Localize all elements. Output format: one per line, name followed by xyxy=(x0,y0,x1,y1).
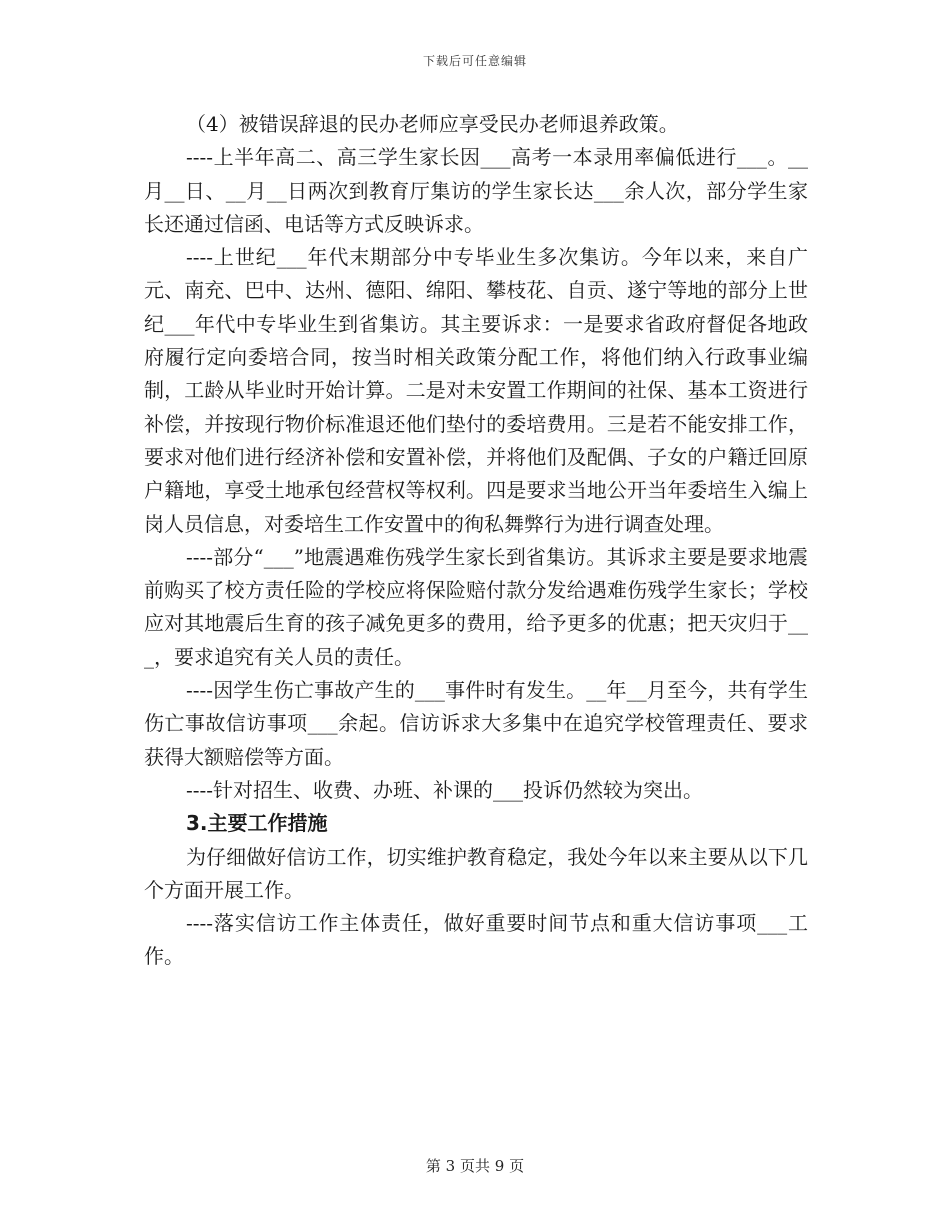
paragraph-vocational-graduates: ----上世纪___年代末期部分中专毕业生多次集访。今年以来，来自广元、南充、巴中、达州、德阳、绵阳、攀枝花、自贡、遂宁等地的部分上世纪___年代中专毕业生到省集访。其主要诉求：一是要求省政府督促各地政府履行定向委培合同，按当时相关政策分配工作，将他们纳入行政事业编制，工龄从毕业时开始计算。二是对未安置工作期间的社保、基本工资进行补偿，并按现行物价标准退还他们垫付的委培费用。三是若不能安排工作，要求对他们进行经济补偿和安置补偿，并将他们及配偶、子女的户籍迁回原户籍地，享受土地承包经营权等权利。四是要求当地公开当年委培生入编上岗人员信息，对委培生工作安置中的徇私舞弊行为进行调查处理。 xyxy=(144,245,808,536)
document-body xyxy=(144,108,808,974)
paragraph-earthquake-parents: ----部分“___”地震遇难伤残学生家长到省集访。其诉求主要是要求地震前购买了校方责任险的学校应将保险赔付款分发给遇难伤残学生家长；学校应对其地震后生育的孩子减免更多的费用，给予更多的优惠；把天灾归于___，要求追究有关人员的责任。 xyxy=(144,544,808,669)
paragraph-student-accidents: ----因学生伤亡事故产生的___事件时有发生。__年__月至今，共有学生伤亡事故信访事项___余起。信访诉求大多集中在追究学校管理责任、要求获得大额赔偿等方面。 xyxy=(144,678,808,769)
page-header: 下载后可任意编辑 xyxy=(422,54,527,68)
paragraph-enrollment-complaints: ----针对招生、收费、办班、补课的___投诉仍然较为突出。 xyxy=(186,777,704,802)
page-number: 第 3 页共 9 页 xyxy=(425,1157,525,1175)
paragraph-responsibility: ----落实信访工作主体责任，做好重要时间节点和重大信访事项___工作。 xyxy=(144,911,808,969)
paragraph-item-4: （4）被错误辞退的民办老师应享受民办老师退养政策。 xyxy=(186,112,679,136)
paragraph-parent-petition: ----上半年高二、高三学生家长因___高考一本录用率偏低进行___。__月__日、__月__日两次到教育厅集访的学生家长达___余人次，部分学生家长还通过信函、电话等方式反映诉求。 xyxy=(144,145,808,236)
paragraph-measures-intro: 为仔细做好信访工作，切实维护教育稳定，我处今年以来主要从以下几个方面开展工作。 xyxy=(144,844,808,902)
section-heading-measures: 3.主要工作措施 xyxy=(186,811,328,836)
